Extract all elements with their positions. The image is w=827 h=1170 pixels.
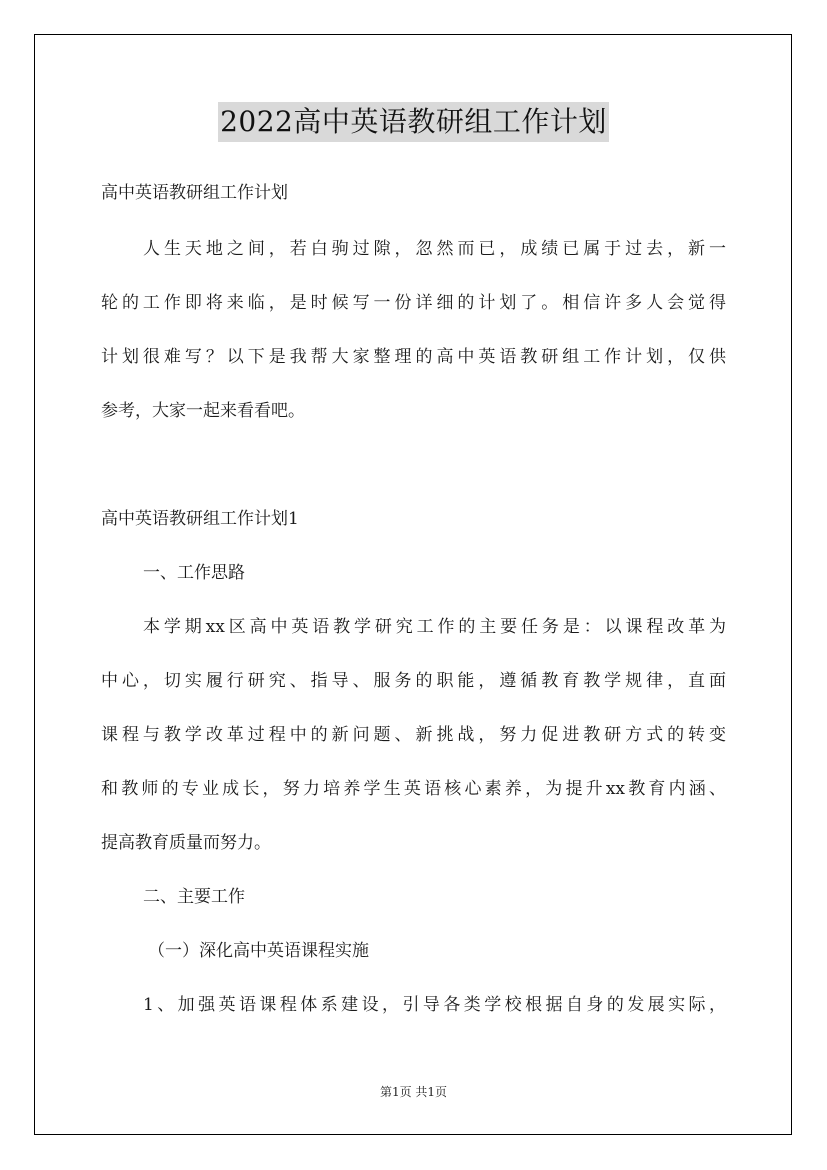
sub1-heading: （一）深化高中英语课程实施 [148,941,369,961]
part2-heading: 二、主要工作 [143,887,245,907]
part1-line-1: 本学期xx区高中英语教学研究工作的主要任务是：以课程改革为 [143,617,726,637]
intro-line-1: 人生天地之间，若白驹过隙，忽然而已，成绩已属于过去，新一 [143,239,726,259]
intro-line-4: 参考，大家一起来看看吧。 [101,401,305,421]
section1-heading: 高中英语教研组工作计划1 [101,509,299,529]
document-title: 2022高中英语教研组工作计划 [218,102,609,142]
page-footer: 第1页 共1页 [379,1085,448,1099]
part1-line-2: 中心，切实履行研究、指导、服务的职能，遵循教育教学规律，直面 [101,671,726,691]
title-container [0,102,827,142]
part1-heading: 一、工作思路 [143,563,245,583]
part1-line-5: 提高教育质量而努力。 [101,833,271,853]
intro-line-3: 计划很难写？以下是我帮大家整理的高中英语教研组工作计划，仅供 [101,347,726,367]
intro-line-2: 轮的工作即将来临，是时候写一份详细的计划了。相信许多人会觉得 [101,293,726,313]
document-subtitle: 高中英语教研组工作计划 [101,183,288,203]
part1-line-4: 和教师的专业成长，努力培养学生英语核心素养，为提升xx教育内涵、 [101,779,726,799]
part1-line-3: 课程与教学改革过程中的新问题、新挑战，努力促进教研方式的转变 [101,725,726,745]
item1-line: 1、加强英语课程体系建设，引导各类学校根据自身的发展实际， [143,995,726,1015]
